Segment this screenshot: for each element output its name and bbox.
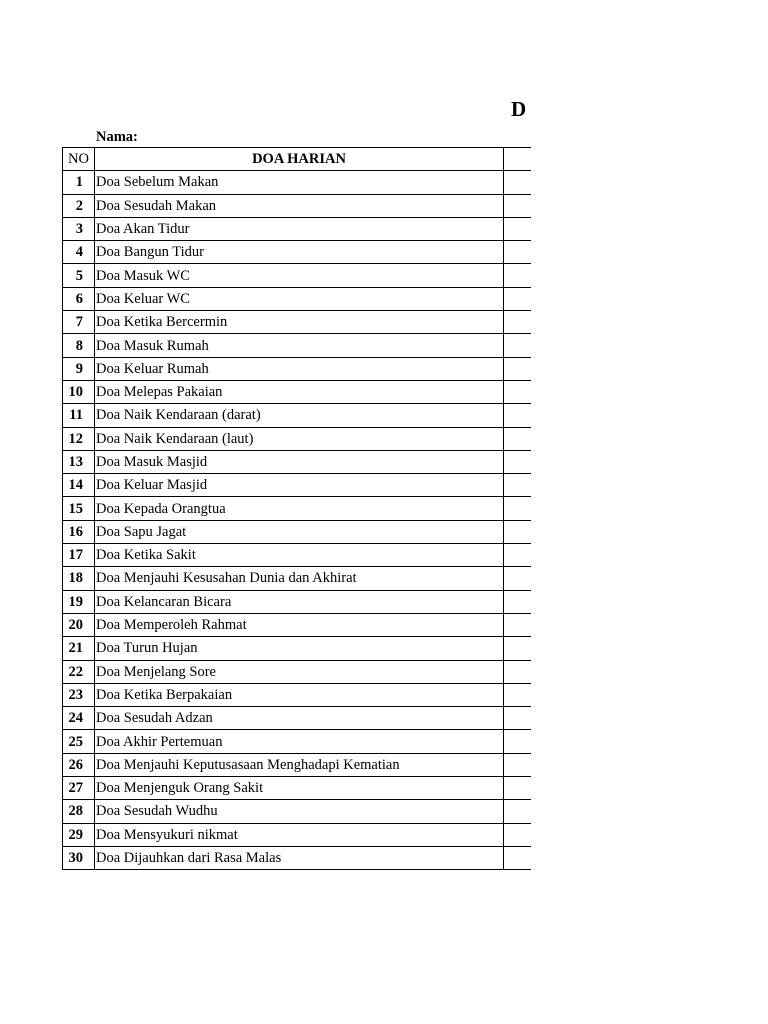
row-number: 13 (63, 450, 95, 473)
doa-name: Doa Mensyukuri nikmat (95, 823, 504, 846)
table-body (63, 171, 532, 870)
table-row (63, 753, 532, 776)
table-row (63, 217, 532, 240)
doa-name: Doa Sesudah Makan (95, 194, 504, 217)
table-row (63, 544, 532, 567)
doa-name: Doa Keluar Rumah (95, 357, 504, 380)
table-row (63, 660, 532, 683)
doa-name: Doa Menjauhi Kesusahan Dunia dan Akhirat (95, 567, 504, 590)
table-row (63, 311, 532, 334)
row-extra-cell (504, 241, 532, 264)
page-title: D (511, 97, 527, 121)
row-number: 19 (63, 590, 95, 613)
name-label: Nama: (96, 129, 138, 145)
row-extra-cell (504, 846, 532, 869)
table-row (63, 520, 532, 543)
row-extra-cell (504, 544, 532, 567)
doa-name: Doa Dijauhkan dari Rasa Malas (95, 846, 504, 869)
doa-name: Doa Sebelum Makan (95, 171, 504, 194)
doa-name: Doa Sapu Jagat (95, 520, 504, 543)
row-extra-cell (504, 800, 532, 823)
doa-name: Doa Melepas Pakaian (95, 380, 504, 403)
row-number: 16 (63, 520, 95, 543)
table-row (63, 567, 532, 590)
row-number: 2 (63, 194, 95, 217)
row-extra-cell (504, 474, 532, 497)
row-number: 3 (63, 217, 95, 240)
row-extra-cell (504, 311, 532, 334)
table-row (63, 730, 532, 753)
row-number: 1 (63, 171, 95, 194)
row-extra-cell (504, 334, 532, 357)
row-number: 7 (63, 311, 95, 334)
row-number: 15 (63, 497, 95, 520)
row-extra-cell (504, 777, 532, 800)
doa-name: Doa Akan Tidur (95, 217, 504, 240)
doa-name: Doa Naik Kendaraan (darat) (95, 404, 504, 427)
table-row (63, 613, 532, 636)
doa-name: Doa Menjenguk Orang Sakit (95, 777, 504, 800)
doa-name: Doa Sesudah Wudhu (95, 800, 504, 823)
table-row (63, 450, 532, 473)
doa-name: Doa Akhir Pertemuan (95, 730, 504, 753)
row-number: 9 (63, 357, 95, 380)
row-number: 28 (63, 800, 95, 823)
row-number: 30 (63, 846, 95, 869)
table-row (63, 194, 532, 217)
table-row (63, 404, 532, 427)
table-row (63, 171, 532, 194)
row-number: 23 (63, 683, 95, 706)
doa-name: Doa Menjelang Sore (95, 660, 504, 683)
table-row (63, 287, 532, 310)
table-row (63, 846, 532, 869)
doa-name: Doa Ketika Sakit (95, 544, 504, 567)
row-extra-cell (504, 683, 532, 706)
row-number: 6 (63, 287, 95, 310)
row-number: 4 (63, 241, 95, 264)
row-number: 14 (63, 474, 95, 497)
table-row (63, 637, 532, 660)
doa-name: Doa Masuk Rumah (95, 334, 504, 357)
table-row (63, 334, 532, 357)
table-row (63, 427, 532, 450)
row-extra-cell (504, 171, 532, 194)
table-row (63, 707, 532, 730)
header-no: NO (63, 148, 95, 171)
row-extra-cell (504, 567, 532, 590)
doa-name: Doa Kelancaran Bicara (95, 590, 504, 613)
row-extra-cell (504, 613, 532, 636)
row-extra-cell (504, 264, 532, 287)
table-row (63, 474, 532, 497)
row-number: 22 (63, 660, 95, 683)
row-number: 24 (63, 707, 95, 730)
doa-name: Doa Masuk WC (95, 264, 504, 287)
row-extra-cell (504, 217, 532, 240)
row-number: 21 (63, 637, 95, 660)
row-extra-cell (504, 660, 532, 683)
table-row (63, 380, 532, 403)
row-number: 27 (63, 777, 95, 800)
row-extra-cell (504, 497, 532, 520)
doa-name: Doa Kepada Orangtua (95, 497, 504, 520)
table-row (63, 683, 532, 706)
table-row (63, 357, 532, 380)
doa-name: Doa Keluar Masjid (95, 474, 504, 497)
row-extra-cell (504, 520, 532, 543)
row-extra-cell (504, 194, 532, 217)
table-header-row (63, 148, 532, 171)
row-number: 8 (63, 334, 95, 357)
table-row (63, 497, 532, 520)
row-number: 12 (63, 427, 95, 450)
table-row (63, 590, 532, 613)
row-extra-cell (504, 450, 532, 473)
row-extra-cell (504, 404, 532, 427)
row-extra-cell (504, 707, 532, 730)
row-extra-cell (504, 753, 532, 776)
table-row (63, 823, 532, 846)
row-number: 17 (63, 544, 95, 567)
doa-name: Doa Memperoleh Rahmat (95, 613, 504, 636)
row-number: 26 (63, 753, 95, 776)
doa-harian-table (62, 147, 531, 870)
doa-name: Doa Sesudah Adzan (95, 707, 504, 730)
table-row (63, 264, 532, 287)
row-extra-cell (504, 287, 532, 310)
header-extra (504, 148, 532, 171)
row-number: 5 (63, 264, 95, 287)
doa-name: Doa Keluar WC (95, 287, 504, 310)
table-row (63, 800, 532, 823)
doa-name: Doa Bangun Tidur (95, 241, 504, 264)
header-doa-harian: DOA HARIAN (95, 148, 504, 171)
row-number: 29 (63, 823, 95, 846)
row-extra-cell (504, 590, 532, 613)
table-row (63, 241, 532, 264)
table-row (63, 777, 532, 800)
row-extra-cell (504, 357, 532, 380)
row-extra-cell (504, 637, 532, 660)
row-number: 20 (63, 613, 95, 636)
row-extra-cell (504, 730, 532, 753)
row-number: 11 (63, 404, 95, 427)
row-extra-cell (504, 380, 532, 403)
doa-name: Doa Ketika Berpakaian (95, 683, 504, 706)
row-extra-cell (504, 823, 532, 846)
doa-name: Doa Masuk Masjid (95, 450, 504, 473)
doa-name: Doa Menjauhi Keputusasaan Menghadapi Kematian (95, 753, 504, 776)
doa-name: Doa Turun Hujan (95, 637, 504, 660)
doa-name: Doa Naik Kendaraan (laut) (95, 427, 504, 450)
row-number: 10 (63, 380, 95, 403)
row-number: 25 (63, 730, 95, 753)
row-number: 18 (63, 567, 95, 590)
doa-name: Doa Ketika Bercermin (95, 311, 504, 334)
row-extra-cell (504, 427, 532, 450)
